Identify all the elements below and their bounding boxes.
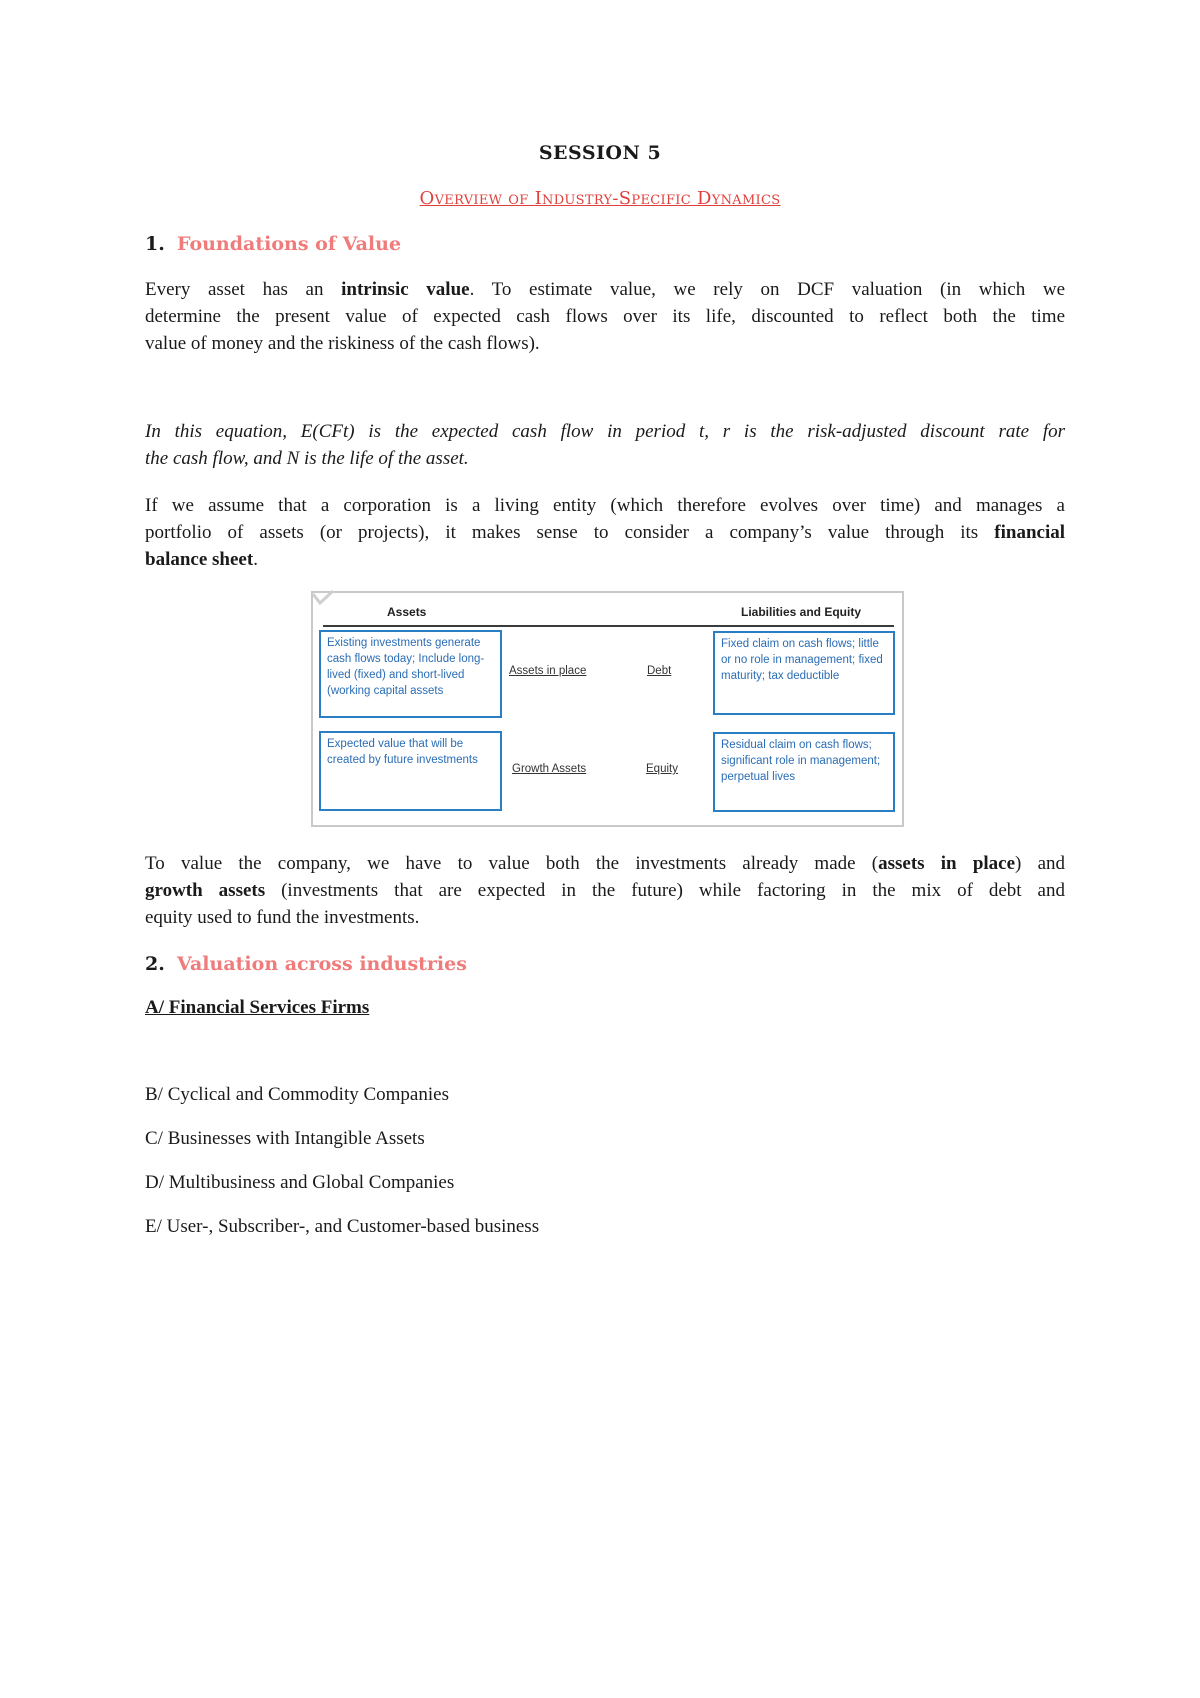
paragraph-line: determine the present value of expected cash flows over its life, discounted to reflect both the time bbox=[145, 306, 1065, 327]
debt-label: Debt bbox=[647, 665, 672, 677]
paragraph-equation-note bbox=[145, 418, 1065, 472]
paragraph-line bbox=[145, 546, 1065, 573]
paragraph-line bbox=[145, 877, 1065, 904]
bold-term: intrinsic value bbox=[341, 279, 470, 300]
bold-term: financial bbox=[994, 522, 1065, 543]
text-run: . bbox=[253, 549, 258, 570]
financial-balance-sheet-figure bbox=[311, 591, 904, 827]
section-1-heading bbox=[145, 233, 401, 255]
paragraph-line bbox=[145, 850, 1065, 877]
expected-value-box: Expected value that will be created by future investments bbox=[319, 731, 502, 811]
text-run: ) and bbox=[1015, 853, 1066, 874]
growth-assets-label: Growth Assets bbox=[512, 763, 587, 775]
header-divider bbox=[323, 625, 894, 627]
paragraph-line bbox=[145, 519, 1065, 546]
subsection-c-intangible: C/ Businesses with Intangible Assets bbox=[145, 1128, 425, 1149]
equity-label: Equity bbox=[646, 763, 678, 775]
text-run: . To estimate value, we rely on DCF valuation (in which we bbox=[469, 279, 1066, 300]
subsection-e-user-based: E/ User-, Subscriber-, and Customer-based business bbox=[145, 1216, 540, 1237]
text-run: (investments that are expected in the future) while factoring in the mix of debt and bbox=[265, 880, 1065, 901]
paragraph-value-company bbox=[145, 850, 1065, 931]
subsection-d-multibusiness: D/ Multibusiness and Global Companies bbox=[145, 1172, 455, 1193]
paragraph-line: If we assume that a corporation is a living entity (which therefore evolves over time) and manages a bbox=[145, 495, 1065, 516]
residual-claim-box: Residual claim on cash flows; significant role in management; perpetual lives bbox=[713, 732, 895, 812]
document-subtitle: Overview of Industry-Specific Dynamics bbox=[419, 188, 781, 209]
section-2-title: Valuation across industries bbox=[177, 953, 467, 975]
paragraph-line: value of money and the riskiness of the cash flows). bbox=[145, 333, 540, 354]
assets-in-place-label: Assets in place bbox=[509, 665, 587, 677]
checkmark-icon bbox=[311, 590, 335, 608]
existing-investments-box: Existing investments generate cash flows today; Include long-lived (fixed) and short-lived (working capital assets bbox=[319, 630, 502, 718]
text-run: portfolio of assets (or projects), it makes sense to consider a company’s value through its bbox=[145, 522, 995, 543]
section-1-title: Foundations of Value bbox=[177, 233, 402, 255]
session-title: SESSION 5 bbox=[538, 142, 662, 164]
subsection-a-financial-services: A/ Financial Services Firms bbox=[145, 997, 370, 1018]
section-2-heading bbox=[145, 953, 467, 975]
paragraph-line: In this equation, E(CFt) is the expected cash flow in period t, r is the risk-adjusted discount rate for bbox=[145, 421, 1065, 442]
paragraph-intrinsic-value bbox=[145, 276, 1065, 357]
text-run: To value the company, we have to value both the investments already made ( bbox=[145, 853, 879, 874]
fixed-claim-box: Fixed claim on cash flows; little or no role in management; fixed maturity; tax deductible bbox=[713, 631, 895, 715]
text-run: Every asset has an bbox=[145, 279, 342, 300]
bold-term: growth assets bbox=[145, 880, 266, 901]
paragraph-balance-sheet bbox=[145, 492, 1065, 573]
paragraph-line: the cash flow, and N is the life of the asset. bbox=[145, 448, 469, 469]
subsection-b-cyclical: B/ Cyclical and Commodity Companies bbox=[145, 1084, 449, 1105]
assets-header: Assets bbox=[387, 605, 427, 619]
section-1-number: 1. bbox=[145, 233, 165, 255]
paragraph-line bbox=[145, 276, 1065, 303]
section-2-number: 2. bbox=[145, 953, 165, 975]
paragraph-line: equity used to fund the investments. bbox=[145, 907, 420, 928]
bold-term: balance sheet bbox=[145, 549, 254, 570]
bold-term: assets in place bbox=[878, 853, 1016, 874]
liabilities-equity-header: Liabilities and Equity bbox=[741, 605, 862, 619]
